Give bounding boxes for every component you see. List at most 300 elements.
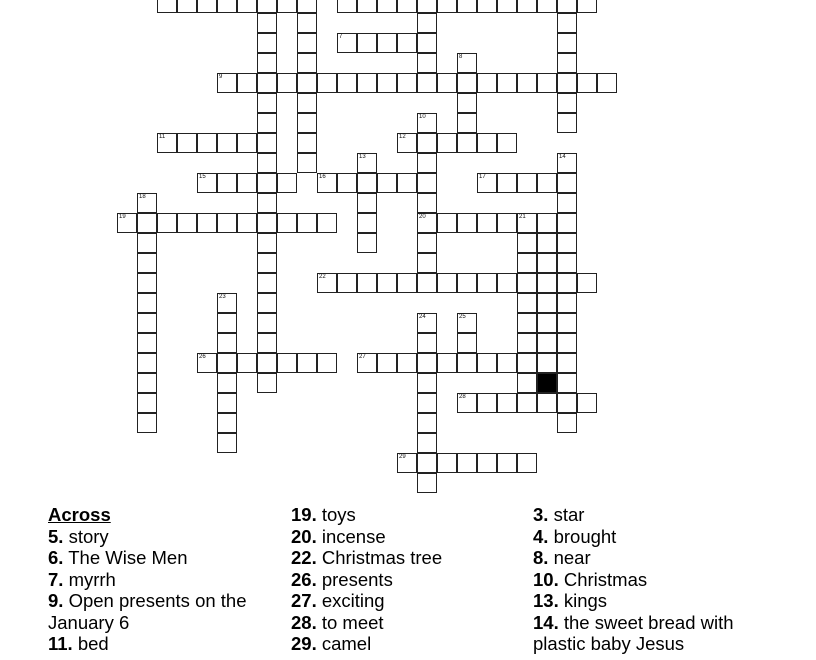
crossword-cell[interactable] (317, 353, 337, 373)
clue-item-number: 27. (291, 590, 317, 611)
crossword-cell[interactable] (177, 0, 197, 13)
crossword-cell[interactable] (517, 353, 537, 373)
crossword-cell[interactable] (357, 213, 377, 233)
crossword-cell[interactable] (157, 213, 177, 233)
clue-number: 29 (399, 454, 406, 460)
across-clue-list-continued (291, 504, 511, 655)
clue-item-number: 29. (291, 633, 317, 654)
crossword-cell[interactable] (137, 233, 157, 253)
clue-number: 14 (559, 154, 566, 160)
clue-item (533, 526, 773, 548)
crossword-cell[interactable] (257, 133, 277, 153)
crossword-cell[interactable] (517, 213, 537, 233)
crossword-cell[interactable] (197, 213, 217, 233)
clue-item-text: incense (321, 525, 386, 547)
clue-item (48, 569, 253, 591)
clue-item-text: brought (553, 525, 617, 547)
crossword-cell[interactable] (397, 173, 417, 193)
crossword-cell[interactable] (537, 213, 557, 233)
crossword-cell[interactable] (137, 253, 157, 273)
crossword-cell[interactable] (417, 13, 437, 33)
crossword-cell[interactable] (217, 73, 237, 93)
clue-item-text: Christmas tree (321, 547, 443, 568)
crossword-cell[interactable] (417, 153, 437, 173)
clue-number: 12 (399, 134, 406, 140)
crossword-cell[interactable] (577, 0, 597, 13)
crossword-cell[interactable] (357, 273, 377, 293)
crossword-cell[interactable] (337, 33, 357, 53)
crossword-cell[interactable] (257, 113, 277, 133)
clues-column-1 (48, 504, 253, 655)
crossword-cell[interactable] (497, 0, 517, 13)
crossword-cell[interactable] (477, 73, 497, 93)
crossword-cell[interactable] (177, 213, 197, 233)
crossword-cell[interactable] (217, 0, 237, 13)
crossword-cell[interactable] (517, 253, 537, 273)
crossword-cell[interactable] (237, 173, 257, 193)
crossword-cell[interactable] (377, 273, 397, 293)
crossword-cell[interactable] (457, 113, 477, 133)
clue-item (291, 569, 511, 591)
crossword-cell[interactable] (517, 333, 537, 353)
clues-column-3 (533, 504, 773, 655)
crossword-cell[interactable] (457, 133, 477, 153)
crossword-cell[interactable] (357, 353, 377, 373)
crossword-cell[interactable] (257, 0, 277, 13)
clues-column-2 (291, 504, 511, 655)
crossword-cell[interactable] (137, 273, 157, 293)
clue-item-number: 9. (48, 590, 64, 611)
clue-item-text: to meet (321, 611, 384, 633)
crossword-cell[interactable] (497, 353, 517, 373)
clue-number: 22 (319, 274, 326, 280)
crossword-cell[interactable] (217, 393, 237, 413)
crossword-cell[interactable] (557, 313, 577, 333)
crossword-cell[interactable] (517, 173, 537, 193)
crossword-cell[interactable] (457, 393, 477, 413)
crossword-cell[interactable] (417, 353, 437, 373)
clue-item-text: toys (321, 504, 356, 525)
crossword-cell[interactable] (537, 0, 557, 13)
crossword-cell[interactable] (417, 233, 437, 253)
crossword-cell[interactable] (437, 0, 457, 13)
crossword-cell[interactable] (217, 413, 237, 433)
crossword-cell[interactable] (297, 93, 317, 113)
crossword-cell[interactable] (417, 413, 437, 433)
crossword-cell[interactable] (417, 373, 437, 393)
crossword-cell[interactable] (317, 273, 337, 293)
clue-item-number: 19. (291, 504, 317, 525)
crossword-cell[interactable] (477, 213, 497, 233)
clue-item (291, 590, 511, 612)
crossword-cell[interactable] (537, 353, 557, 373)
crossword-cell[interactable] (537, 73, 557, 93)
crossword-cell[interactable] (257, 13, 277, 33)
clue-item (291, 504, 511, 526)
clue-item (291, 526, 511, 548)
crossword-cell[interactable] (437, 73, 457, 93)
crossword-cell[interactable] (237, 213, 257, 233)
crossword-cell[interactable] (477, 173, 497, 193)
clue-number: 9 (219, 74, 223, 80)
crossword-black-cell (537, 373, 557, 393)
crossword-cell[interactable] (277, 0, 297, 13)
clue-item (291, 612, 511, 634)
crossword-cell[interactable] (437, 453, 457, 473)
clue-item-number: 22. (291, 547, 317, 568)
crossword-cell[interactable] (417, 393, 437, 413)
clue-number: 24 (419, 314, 426, 320)
clue-item-text: bed (77, 633, 109, 654)
crossword-cell[interactable] (417, 113, 437, 133)
crossword-cell[interactable] (557, 393, 577, 413)
crossword-cell[interactable] (257, 153, 277, 173)
crossword-cell[interactable] (397, 73, 417, 93)
crossword-cell[interactable] (457, 93, 477, 113)
crossword-cell[interactable] (497, 173, 517, 193)
clue-item (48, 590, 253, 633)
clue-number: 20 (419, 214, 426, 220)
crossword-cell[interactable] (337, 273, 357, 293)
down-clue-list (533, 504, 773, 655)
crossword-cell[interactable] (537, 253, 557, 273)
crossword-cell[interactable] (457, 53, 477, 73)
clue-number: 19 (119, 214, 126, 220)
crossword-cell[interactable] (477, 353, 497, 373)
crossword-cell[interactable] (517, 0, 537, 13)
crossword-cell[interactable] (317, 73, 337, 93)
crossword-cell[interactable] (557, 0, 577, 13)
crossword-cell[interactable] (357, 173, 377, 193)
crossword-cell[interactable] (397, 453, 417, 473)
crossword-cell[interactable] (557, 173, 577, 193)
clue-item (48, 547, 253, 569)
crossword-cell[interactable] (377, 73, 397, 93)
crossword-cell[interactable] (517, 393, 537, 413)
crossword-cell[interactable] (337, 0, 357, 13)
crossword-cell[interactable] (397, 133, 417, 153)
crossword-cell[interactable] (397, 0, 417, 13)
crossword-cell[interactable] (497, 453, 517, 473)
clue-item (533, 590, 773, 612)
crossword-cell[interactable] (257, 293, 277, 313)
crossword-cell[interactable] (457, 213, 477, 233)
crossword-cell[interactable] (417, 33, 437, 53)
crossword-cell[interactable] (257, 273, 277, 293)
crossword-cell[interactable] (317, 213, 337, 233)
crossword-cell[interactable] (177, 133, 197, 153)
clue-item-number: 13. (533, 590, 559, 611)
crossword-cell[interactable] (477, 0, 497, 13)
clue-item-text: presents (321, 568, 393, 590)
crossword-cell[interactable] (537, 273, 557, 293)
crossword-cell[interactable] (457, 333, 477, 353)
crossword-cell[interactable] (137, 193, 157, 213)
crossword-cell[interactable] (297, 0, 317, 13)
crossword-cell[interactable] (557, 353, 577, 373)
crossword-cell[interactable] (357, 73, 377, 93)
crossword-cell[interactable] (297, 133, 317, 153)
clue-item-number: 28. (291, 611, 317, 633)
crossword-cell[interactable] (217, 373, 237, 393)
clue-item (533, 569, 773, 591)
crossword-cell[interactable] (597, 73, 617, 93)
crossword-cell[interactable] (197, 173, 217, 193)
crossword-cell[interactable] (437, 133, 457, 153)
crossword-cell[interactable] (357, 233, 377, 253)
clue-number: 16 (319, 174, 326, 180)
clue-item (533, 504, 773, 526)
crossword-cell[interactable] (297, 13, 317, 33)
crossword-cell[interactable] (337, 173, 357, 193)
crossword-cell[interactable] (297, 33, 317, 53)
crossword-cell[interactable] (457, 73, 477, 93)
clue-number: 27 (359, 354, 366, 360)
crossword-cell[interactable] (257, 313, 277, 333)
crossword-cell[interactable] (497, 393, 517, 413)
crossword-cell[interactable] (557, 333, 577, 353)
clue-item-number: 10. (533, 568, 559, 590)
crossword-cell[interactable] (457, 0, 477, 13)
crossword-cell[interactable] (417, 433, 437, 453)
crossword-cell[interactable] (257, 73, 277, 93)
crossword-cell[interactable] (157, 0, 177, 13)
crossword-cell[interactable] (537, 393, 557, 413)
clue-number: 18 (139, 194, 146, 200)
crossword-cell[interactable] (557, 373, 577, 393)
crossword-cell[interactable] (497, 273, 517, 293)
crossword-cell[interactable] (537, 233, 557, 253)
crossword-cell[interactable] (237, 353, 257, 373)
crossword-cell[interactable] (277, 213, 297, 233)
clue-number: 21 (519, 214, 526, 220)
crossword-cell[interactable] (437, 273, 457, 293)
crossword-cell[interactable] (257, 333, 277, 353)
crossword-cell[interactable] (457, 353, 477, 373)
crossword-cell[interactable] (197, 0, 217, 13)
crossword-cell[interactable] (417, 453, 437, 473)
crossword-cell[interactable] (137, 313, 157, 333)
crossword-cell[interactable] (557, 293, 577, 313)
crossword-cell[interactable] (417, 313, 437, 333)
crossword-cell[interactable] (417, 213, 437, 233)
crossword-cell[interactable] (417, 333, 437, 353)
crossword-cell[interactable] (577, 273, 597, 293)
crossword-cell[interactable] (417, 133, 437, 153)
crossword-cell[interactable] (237, 73, 257, 93)
clue-item-text: kings (563, 590, 608, 611)
crossword-cell[interactable] (217, 173, 237, 193)
crossword-cell[interactable] (557, 73, 577, 93)
crossword-cell[interactable] (217, 293, 237, 313)
crossword-cell[interactable] (537, 173, 557, 193)
crossword-cell[interactable] (237, 133, 257, 153)
crossword-cell[interactable] (137, 293, 157, 313)
crossword-cell[interactable] (397, 273, 417, 293)
crossword-cell[interactable] (357, 153, 377, 173)
clue-item (291, 633, 511, 655)
crossword-cell[interactable] (137, 413, 157, 433)
crossword-cell[interactable] (217, 433, 237, 453)
crossword-cell[interactable] (437, 213, 457, 233)
crossword-cell[interactable] (277, 173, 297, 193)
crossword-cell[interactable] (377, 173, 397, 193)
clue-item-number: 26. (291, 568, 317, 590)
crossword-cell[interactable] (277, 353, 297, 373)
crossword-cell[interactable] (397, 353, 417, 373)
crossword-cell[interactable] (457, 313, 477, 333)
crossword-cell[interactable] (257, 373, 277, 393)
crossword-cell[interactable] (417, 173, 437, 193)
crossword-cell[interactable] (557, 213, 577, 233)
clue-item-number: 11. (48, 633, 73, 654)
crossword-cell[interactable] (197, 133, 217, 153)
crossword-cell[interactable] (517, 313, 537, 333)
crossword-cell[interactable] (557, 33, 577, 53)
crossword-cell[interactable] (257, 353, 277, 373)
crossword-cell[interactable] (477, 393, 497, 413)
crossword-cell[interactable] (257, 173, 277, 193)
crossword-cell[interactable] (557, 53, 577, 73)
clue-item-number: 8. (533, 547, 549, 568)
crossword-cell[interactable] (257, 253, 277, 273)
crossword-cell[interactable] (377, 353, 397, 373)
crossword-cell[interactable] (537, 333, 557, 353)
crossword-cell[interactable] (537, 313, 557, 333)
crossword-cell[interactable] (417, 273, 437, 293)
clue-item (291, 547, 511, 569)
crossword-cell[interactable] (517, 373, 537, 393)
crossword-cell[interactable] (417, 473, 437, 493)
clue-item-number: 3. (533, 504, 549, 525)
crossword-cell[interactable] (297, 53, 317, 73)
clue-number: 7 (339, 34, 343, 40)
crossword-cell[interactable] (357, 33, 377, 53)
crossword-cell[interactable] (317, 173, 337, 193)
crossword-cell[interactable] (137, 353, 157, 373)
clue-item-text: exciting (321, 590, 385, 611)
clue-item-text: star (553, 504, 585, 525)
crossword-cell[interactable] (517, 293, 537, 313)
clue-item-number: 6. (48, 547, 64, 568)
crossword-cell[interactable] (257, 33, 277, 53)
crossword-cell[interactable] (457, 273, 477, 293)
crossword-cell[interactable] (257, 193, 277, 213)
crossword-cell[interactable] (257, 93, 277, 113)
crossword-cell[interactable] (137, 373, 157, 393)
crossword-cell[interactable] (257, 233, 277, 253)
crossword-cell[interactable] (577, 393, 597, 413)
crossword-cell[interactable] (297, 213, 317, 233)
crossword-cell[interactable] (537, 293, 557, 313)
crossword-cell[interactable] (257, 213, 277, 233)
crossword-cell[interactable] (457, 453, 477, 473)
crossword-cell[interactable] (477, 453, 497, 473)
crossword-cell[interactable] (517, 453, 537, 473)
crossword-cell[interactable] (297, 113, 317, 133)
clue-item-number: 4. (533, 525, 549, 547)
crossword-cell[interactable] (377, 33, 397, 53)
clue-number: 8 (459, 54, 463, 60)
crossword-cell[interactable] (557, 253, 577, 273)
crossword-cell[interactable] (517, 73, 537, 93)
clue-item-text: Christmas (563, 568, 648, 590)
clue-item-text: camel (321, 633, 372, 654)
crossword-cell[interactable] (557, 153, 577, 173)
crossword-cell[interactable] (397, 33, 417, 53)
crossword-cell[interactable] (557, 93, 577, 113)
crossword-cell[interactable] (197, 353, 217, 373)
clue-item-number: 14. (533, 611, 559, 633)
crossword-cell[interactable] (417, 193, 437, 213)
clue-number: 15 (199, 174, 206, 180)
crossword-cell[interactable] (557, 273, 577, 293)
crossword-cell[interactable] (217, 313, 237, 333)
clue-item-number: 5. (48, 525, 64, 547)
crossword-cell[interactable] (217, 333, 237, 353)
crossword-cell[interactable] (557, 413, 577, 433)
crossword-cell[interactable] (417, 0, 437, 13)
crossword-cell[interactable] (157, 133, 177, 153)
crossword-cell[interactable] (377, 0, 397, 13)
crossword-cell[interactable] (497, 213, 517, 233)
crossword-cell[interactable] (337, 73, 357, 93)
clue-number: 28 (459, 394, 466, 400)
crossword-cell[interactable] (577, 73, 597, 93)
crossword-cell[interactable] (557, 193, 577, 213)
crossword-cell[interactable] (217, 353, 237, 373)
crossword-cell[interactable] (517, 233, 537, 253)
clue-item (533, 547, 773, 569)
crossword-cell[interactable] (137, 393, 157, 413)
crossword-cell[interactable] (117, 213, 137, 233)
crossword-cell[interactable] (417, 53, 437, 73)
crossword-cell[interactable] (417, 253, 437, 273)
crossword-cell[interactable] (217, 213, 237, 233)
crossword-cell[interactable] (557, 113, 577, 133)
crossword-cell[interactable] (297, 353, 317, 373)
clue-item (48, 526, 253, 548)
crossword-cell[interactable] (237, 0, 257, 13)
crossword-cell[interactable] (137, 333, 157, 353)
crossword-cell[interactable] (417, 73, 437, 93)
clue-number: 17 (479, 174, 486, 180)
crossword-cell[interactable] (497, 73, 517, 93)
crossword-cell[interactable] (477, 133, 497, 153)
crossword-cell[interactable] (517, 273, 537, 293)
clue-number: 11 (159, 134, 166, 140)
across-clue-list (48, 526, 253, 655)
clue-item (533, 612, 773, 655)
clue-number: 13 (359, 154, 366, 160)
crossword-cell[interactable] (297, 153, 317, 173)
clue-number: 23 (219, 294, 226, 300)
crossword-cell[interactable] (557, 233, 577, 253)
crossword-cell[interactable] (277, 73, 297, 93)
crossword-cell[interactable] (477, 273, 497, 293)
crossword-cell[interactable] (257, 53, 277, 73)
crossword-cell[interactable] (357, 193, 377, 213)
crossword-cell[interactable] (437, 353, 457, 373)
crossword-cell[interactable] (217, 133, 237, 153)
crossword-cell[interactable] (137, 213, 157, 233)
crossword-cell[interactable] (297, 73, 317, 93)
clue-item-text: story (68, 525, 109, 547)
crossword-cell[interactable] (557, 13, 577, 33)
clue-number: 10 (419, 114, 426, 120)
crossword-cell[interactable] (497, 133, 517, 153)
crossword-cell[interactable] (357, 0, 377, 13)
